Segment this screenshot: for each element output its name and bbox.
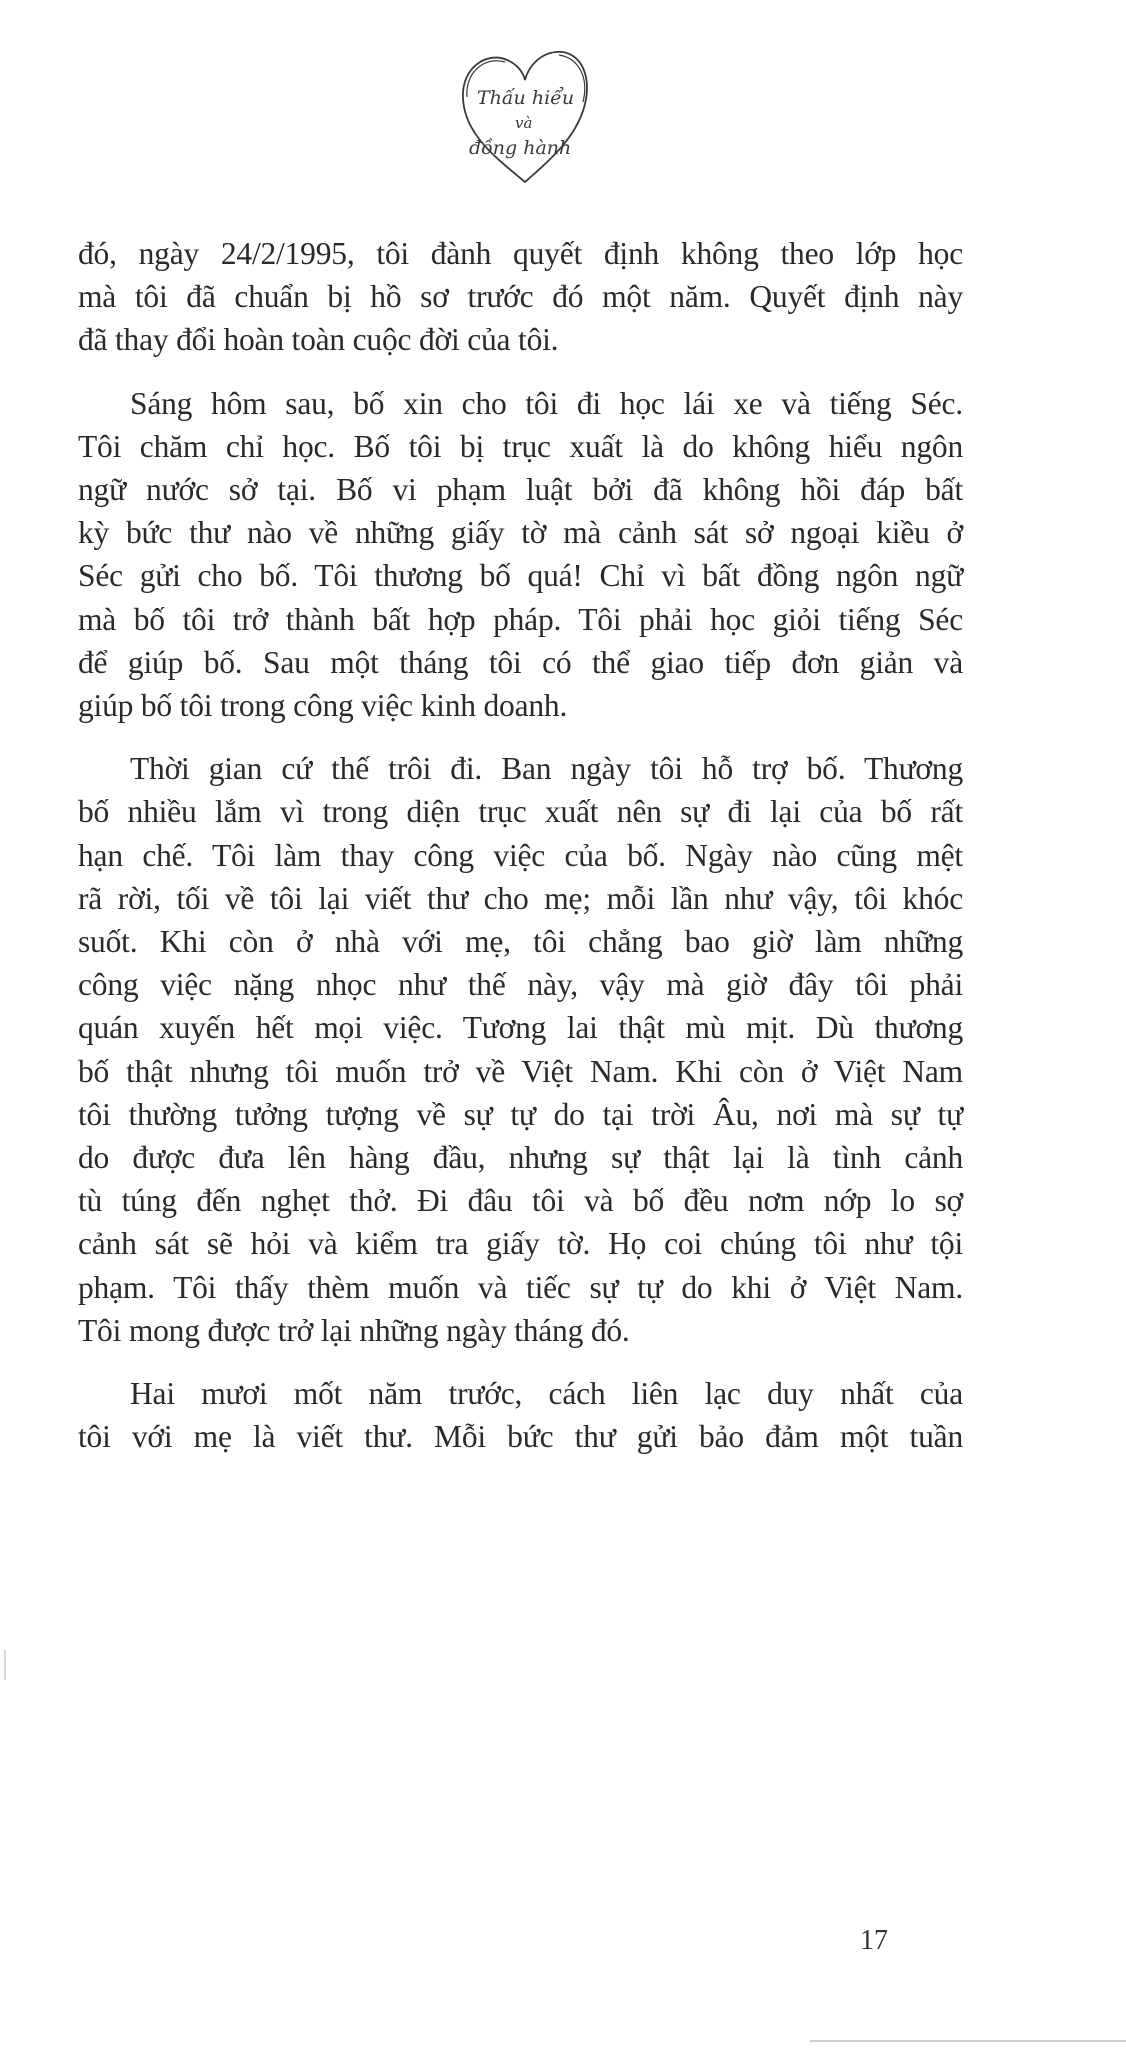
text-line: phạm. Tôi thấy thèm muốn và tiếc sự tự do khi ở Việt Nam.: [78, 1269, 963, 1305]
text-line: mà tôi đã chuẩn bị hồ sơ trước đó một năm. Quyết định này: [78, 279, 963, 315]
page-number: 17: [860, 1925, 888, 1956]
text-line: kỳ bức thư nào về những giấy tờ mà cảnh sát sở ngoại kiều ở: [78, 515, 963, 551]
text-line: đó, ngày 24/2/1995, tôi đành quyết định không theo lớp học: [78, 236, 963, 271]
text-line: Hai mươi mốt năm trước, cách liên lạc duy nhất của: [130, 1376, 963, 1412]
text-line: tôi thường tưởng tượng về sự tự do tại trời Âu, nơi mà sự tự: [78, 1096, 963, 1132]
text-line: Tôi chăm chỉ học. Bố tôi bị trục xuất là do không hiểu ngôn: [78, 428, 963, 464]
paragraph-3: [78, 747, 963, 1352]
text-line: tôi với mẹ là viết thư. Mỗi bức thư gửi bảo đảm một tuần: [78, 1419, 963, 1455]
text-line: ngữ nước sở tại. Bố vi phạm luật bởi đã không hồi đáp bất: [78, 472, 963, 508]
text-line: Tôi mong được trở lại những ngày tháng đó.: [78, 1312, 630, 1348]
text-line: do được đưa lên hàng đầu, nhưng sự thật lại là tình cảnh: [78, 1140, 963, 1176]
text-line: công việc nặng nhọc như thế này, vậy mà giờ đây tôi phải: [78, 967, 963, 1003]
text-line: rã rời, tối về tôi lại viết thư cho mẹ; mỗi lần như vậy, tôi khóc: [78, 880, 963, 916]
text-line: tù túng đến nghẹt thở. Đi đâu tôi và bố đều nơm nớp lo sợ: [78, 1183, 963, 1219]
paragraph-2: [78, 382, 963, 728]
logo-line-3: đồng hành: [469, 137, 572, 159]
text-line: Sáng hôm sau, bố xin cho tôi đi học lái xe và tiếng Séc.: [130, 385, 963, 421]
text-line: suốt. Khi còn ở nhà với mẹ, tôi chẳng bao giờ làm những: [78, 924, 963, 960]
logo-line-2: và: [515, 114, 533, 132]
text-line: giúp bố tôi trong công việc kinh doanh.: [78, 688, 568, 724]
heart-icon: [455, 42, 595, 192]
bottom-rule: [810, 2040, 1126, 2042]
heart-logo: [455, 42, 595, 192]
scan-mark: [4, 1650, 6, 1680]
text-line: bố thật nhưng tôi muốn trở về Việt Nam. Khi còn ở Việt Nam: [78, 1053, 963, 1089]
text-line: mà bố tôi trở thành bất hợp pháp. Tôi phải học giỏi tiếng Séc: [78, 601, 963, 637]
body-text: [78, 232, 963, 1478]
paragraph-4: [78, 1372, 963, 1458]
text-line: hạn chế. Tôi làm thay công việc của bố. Ngày nào cũng mệt: [78, 837, 963, 873]
text-line: Thời gian cứ thế trôi đi. Ban ngày tôi hỗ trợ bố. Thương: [130, 751, 963, 787]
text-line: đã thay đổi hoàn toàn cuộc đời của tôi.: [78, 322, 559, 358]
text-line: để giúp bố. Sau một tháng tôi có thể giao tiếp đơn giản và: [78, 644, 963, 680]
logo-line-1: Thấu hiểu: [477, 87, 575, 109]
text-line: cảnh sát sẽ hỏi và kiểm tra giấy tờ. Họ coi chúng tôi như tội: [78, 1226, 963, 1262]
text-line: quán xuyến hết mọi việc. Tương lai thật mù mịt. Dù thương: [78, 1010, 963, 1046]
text-line: bố nhiều lắm vì trong diện trục xuất nên sự đi lại của bố rất: [78, 794, 963, 830]
text-line: Séc gửi cho bố. Tôi thương bố quá! Chỉ vì bất đồng ngôn ngữ: [78, 558, 963, 594]
paragraph-1: [78, 232, 963, 362]
